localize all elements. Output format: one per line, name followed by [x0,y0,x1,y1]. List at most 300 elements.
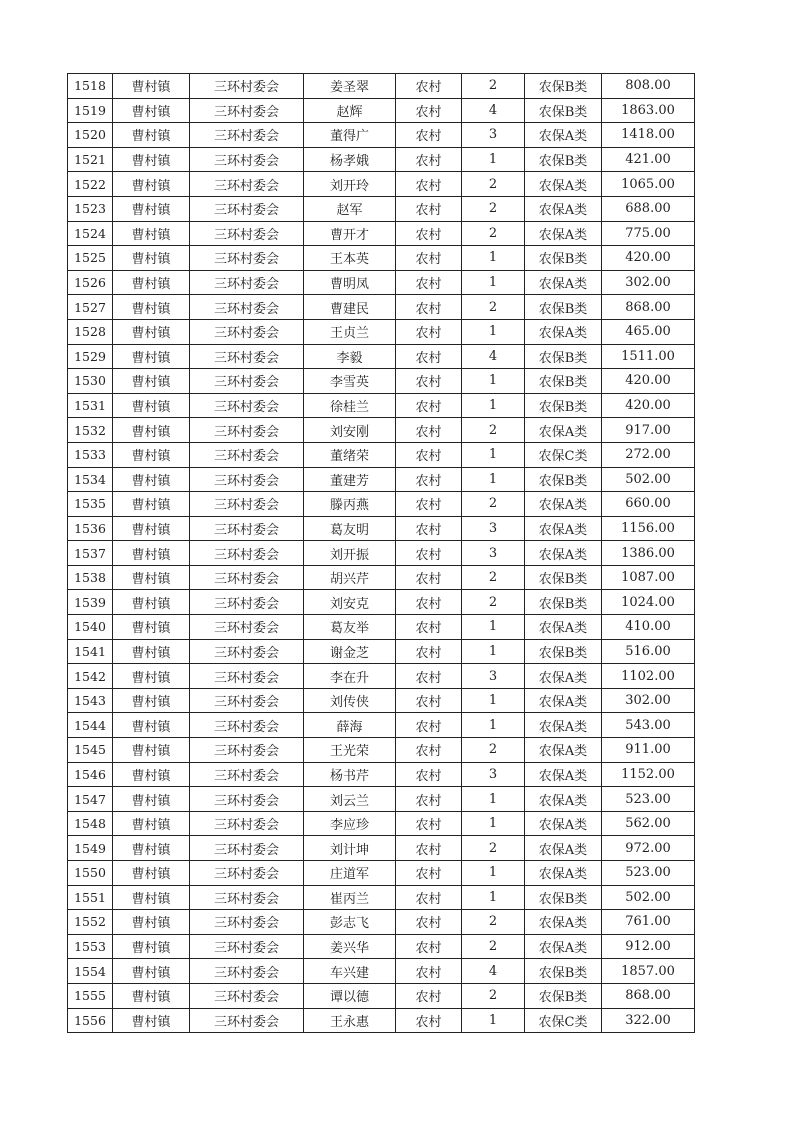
amount-cell: 543.00 [602,713,695,738]
household-size-cell: 1 [462,467,525,492]
insurance-category-cell: 农保A类 [525,713,602,738]
village-committee-cell: 三环村委会 [190,295,304,320]
amount-cell: 1857.00 [602,959,695,984]
household-size-cell: 4 [462,344,525,369]
table-row [68,442,695,467]
row-number-cell: 1555 [68,983,113,1008]
household-type-cell: 农村 [396,74,462,99]
amount-cell: 868.00 [602,295,695,320]
row-number-cell: 1540 [68,615,113,640]
table-row [68,811,695,836]
household-size-cell: 3 [462,541,525,566]
table-row [68,98,695,123]
table-row [68,836,695,861]
insurance-category-cell: 农保A类 [525,221,602,246]
name-cell: 谭以德 [304,983,396,1008]
name-cell: 董绪荣 [304,442,396,467]
row-number-cell: 1527 [68,295,113,320]
village-committee-cell: 三环村委会 [190,959,304,984]
table-row [68,467,695,492]
amount-cell: 420.00 [602,393,695,418]
table-row [68,172,695,197]
household-type-cell: 农村 [396,492,462,517]
row-number-cell: 1520 [68,123,113,148]
name-cell: 曹建民 [304,295,396,320]
household-size-cell: 1 [462,713,525,738]
row-number-cell: 1526 [68,270,113,295]
name-cell: 滕丙燕 [304,492,396,517]
village-committee-cell: 三环村委会 [190,811,304,836]
amount-cell: 972.00 [602,836,695,861]
household-size-cell: 3 [462,516,525,541]
amount-cell: 911.00 [602,738,695,763]
insurance-category-cell: 农保A类 [525,196,602,221]
name-cell: 刘云兰 [304,787,396,812]
town-cell: 曹村镇 [113,910,190,935]
row-number-cell: 1528 [68,319,113,344]
insurance-category-cell: 农保B类 [525,983,602,1008]
village-committee-cell: 三环村委会 [190,196,304,221]
row-number-cell: 1547 [68,787,113,812]
insurance-category-cell: 农保B类 [525,565,602,590]
household-size-cell: 2 [462,934,525,959]
household-size-cell: 1 [462,861,525,886]
amount-cell: 562.00 [602,811,695,836]
household-type-cell: 农村 [396,910,462,935]
household-type-cell: 农村 [396,688,462,713]
household-size-cell: 2 [462,738,525,763]
table-row [68,934,695,959]
town-cell: 曹村镇 [113,983,190,1008]
household-size-cell: 4 [462,959,525,984]
village-committee-cell: 三环村委会 [190,442,304,467]
village-committee-cell: 三环村委会 [190,713,304,738]
village-committee-cell: 三环村委会 [190,270,304,295]
row-number-cell: 1518 [68,74,113,99]
insurance-category-cell: 农保B类 [525,369,602,394]
town-cell: 曹村镇 [113,442,190,467]
town-cell: 曹村镇 [113,196,190,221]
town-cell: 曹村镇 [113,639,190,664]
amount-cell: 410.00 [602,615,695,640]
name-cell: 葛友明 [304,516,396,541]
table-row [68,615,695,640]
row-number-cell: 1532 [68,418,113,443]
row-number-cell: 1536 [68,516,113,541]
village-committee-cell: 三环村委会 [190,885,304,910]
town-cell: 曹村镇 [113,590,190,615]
insurance-category-cell: 农保A类 [525,861,602,886]
village-committee-cell: 三环村委会 [190,836,304,861]
amount-cell: 761.00 [602,910,695,935]
table-row [68,959,695,984]
household-size-cell: 1 [462,369,525,394]
amount-cell: 1102.00 [602,664,695,689]
household-type-cell: 农村 [396,98,462,123]
household-type-cell: 农村 [396,713,462,738]
name-cell: 胡兴芹 [304,565,396,590]
name-cell: 赵辉 [304,98,396,123]
household-type-cell: 农村 [396,787,462,812]
household-type-cell: 农村 [396,221,462,246]
household-size-cell: 2 [462,910,525,935]
town-cell: 曹村镇 [113,467,190,492]
amount-cell: 523.00 [602,787,695,812]
table-row [68,74,695,99]
name-cell: 庄道军 [304,861,396,886]
village-committee-cell: 三环村委会 [190,738,304,763]
table-row [68,1008,695,1033]
town-cell: 曹村镇 [113,516,190,541]
row-number-cell: 1552 [68,910,113,935]
name-cell: 姜兴华 [304,934,396,959]
village-committee-cell: 三环村委会 [190,762,304,787]
amount-cell: 660.00 [602,492,695,517]
name-cell: 谢金芝 [304,639,396,664]
table-row [68,762,695,787]
household-size-cell: 1 [462,787,525,812]
village-committee-cell: 三环村委会 [190,418,304,443]
town-cell: 曹村镇 [113,738,190,763]
household-type-cell: 农村 [396,1008,462,1033]
row-number-cell: 1534 [68,467,113,492]
amount-cell: 1386.00 [602,541,695,566]
table-row [68,639,695,664]
name-cell: 彭志飞 [304,910,396,935]
insurance-category-cell: 农保B类 [525,295,602,320]
name-cell: 王永惠 [304,1008,396,1033]
name-cell: 杨书芹 [304,762,396,787]
name-cell: 姜圣翠 [304,74,396,99]
town-cell: 曹村镇 [113,787,190,812]
household-type-cell: 农村 [396,246,462,271]
insurance-category-cell: 农保A类 [525,910,602,935]
name-cell: 葛友举 [304,615,396,640]
amount-cell: 1065.00 [602,172,695,197]
town-cell: 曹村镇 [113,565,190,590]
row-number-cell: 1553 [68,934,113,959]
name-cell: 王本英 [304,246,396,271]
village-committee-cell: 三环村委会 [190,221,304,246]
village-committee-cell: 三环村委会 [190,516,304,541]
town-cell: 曹村镇 [113,270,190,295]
household-size-cell: 2 [462,418,525,443]
table-row [68,787,695,812]
household-type-cell: 农村 [396,738,462,763]
town-cell: 曹村镇 [113,74,190,99]
table-row [68,688,695,713]
table-row [68,492,695,517]
table-row [68,246,695,271]
insurance-category-cell: 农保C类 [525,442,602,467]
row-number-cell: 1521 [68,147,113,172]
household-size-cell: 2 [462,492,525,517]
amount-cell: 1863.00 [602,98,695,123]
name-cell: 车兴建 [304,959,396,984]
row-number-cell: 1525 [68,246,113,271]
table-row [68,196,695,221]
row-number-cell: 1539 [68,590,113,615]
town-cell: 曹村镇 [113,811,190,836]
insurance-category-cell: 农保A类 [525,811,602,836]
insurance-category-cell: 农保A类 [525,123,602,148]
household-type-cell: 农村 [396,147,462,172]
village-committee-cell: 三环村委会 [190,369,304,394]
row-number-cell: 1550 [68,861,113,886]
amount-cell: 917.00 [602,418,695,443]
amount-cell: 302.00 [602,688,695,713]
household-type-cell: 农村 [396,762,462,787]
household-size-cell: 4 [462,98,525,123]
name-cell: 李毅 [304,344,396,369]
household-size-cell: 3 [462,762,525,787]
insurance-category-cell: 农保B类 [525,467,602,492]
village-committee-cell: 三环村委会 [190,344,304,369]
household-size-cell: 1 [462,811,525,836]
household-type-cell: 农村 [396,442,462,467]
household-type-cell: 农村 [396,467,462,492]
name-cell: 李雪英 [304,369,396,394]
household-size-cell: 1 [462,270,525,295]
household-type-cell: 农村 [396,811,462,836]
insurance-category-cell: 农保B类 [525,639,602,664]
village-committee-cell: 三环村委会 [190,590,304,615]
name-cell: 徐桂兰 [304,393,396,418]
table-row [68,664,695,689]
household-size-cell: 2 [462,983,525,1008]
town-cell: 曹村镇 [113,688,190,713]
name-cell: 董得广 [304,123,396,148]
name-cell: 刘安刚 [304,418,396,443]
name-cell: 刘安克 [304,590,396,615]
table-row [68,344,695,369]
household-type-cell: 农村 [396,369,462,394]
town-cell: 曹村镇 [113,664,190,689]
village-committee-cell: 三环村委会 [190,541,304,566]
row-number-cell: 1556 [68,1008,113,1033]
insurance-category-cell: 农保B类 [525,590,602,615]
household-type-cell: 农村 [396,861,462,886]
town-cell: 曹村镇 [113,959,190,984]
table-row [68,516,695,541]
row-number-cell: 1529 [68,344,113,369]
amount-cell: 868.00 [602,983,695,1008]
amount-cell: 1418.00 [602,123,695,148]
town-cell: 曹村镇 [113,172,190,197]
household-size-cell: 2 [462,172,525,197]
village-committee-cell: 三环村委会 [190,393,304,418]
household-type-cell: 农村 [396,393,462,418]
town-cell: 曹村镇 [113,319,190,344]
household-type-cell: 农村 [396,418,462,443]
village-committee-cell: 三环村委会 [190,787,304,812]
amount-cell: 912.00 [602,934,695,959]
name-cell: 曹开才 [304,221,396,246]
insurance-category-cell: 农保A类 [525,270,602,295]
name-cell: 王贞兰 [304,319,396,344]
table-row [68,221,695,246]
insurance-category-cell: 农保A类 [525,492,602,517]
village-committee-cell: 三环村委会 [190,147,304,172]
household-size-cell: 2 [462,295,525,320]
village-committee-cell: 三环村委会 [190,934,304,959]
household-size-cell: 1 [462,615,525,640]
table-row [68,565,695,590]
household-type-cell: 农村 [396,196,462,221]
household-size-cell: 2 [462,836,525,861]
household-type-cell: 农村 [396,664,462,689]
row-number-cell: 1537 [68,541,113,566]
household-type-cell: 农村 [396,836,462,861]
name-cell: 刘开振 [304,541,396,566]
town-cell: 曹村镇 [113,393,190,418]
name-cell: 李应珍 [304,811,396,836]
household-size-cell: 1 [462,246,525,271]
insurance-category-cell: 农保A类 [525,738,602,763]
amount-cell: 523.00 [602,861,695,886]
household-type-cell: 农村 [396,516,462,541]
table-row [68,983,695,1008]
name-cell: 崔丙兰 [304,885,396,910]
household-type-cell: 农村 [396,590,462,615]
amount-cell: 1087.00 [602,565,695,590]
insurance-category-cell: 农保A类 [525,418,602,443]
village-committee-cell: 三环村委会 [190,565,304,590]
village-committee-cell: 三环村委会 [190,74,304,99]
town-cell: 曹村镇 [113,615,190,640]
household-size-cell: 1 [462,1008,525,1033]
town-cell: 曹村镇 [113,934,190,959]
table-row [68,393,695,418]
town-cell: 曹村镇 [113,492,190,517]
row-number-cell: 1530 [68,369,113,394]
amount-cell: 502.00 [602,467,695,492]
table-row [68,270,695,295]
amount-cell: 1024.00 [602,590,695,615]
insurance-category-cell: 农保B类 [525,74,602,99]
amount-cell: 775.00 [602,221,695,246]
town-cell: 曹村镇 [113,1008,190,1033]
amount-cell: 465.00 [602,319,695,344]
household-type-cell: 农村 [396,885,462,910]
town-cell: 曹村镇 [113,762,190,787]
household-type-cell: 农村 [396,541,462,566]
amount-cell: 420.00 [602,369,695,394]
insurance-category-cell: 农保A类 [525,762,602,787]
amount-cell: 502.00 [602,885,695,910]
row-number-cell: 1546 [68,762,113,787]
village-committee-cell: 三环村委会 [190,467,304,492]
household-size-cell: 1 [462,688,525,713]
town-cell: 曹村镇 [113,246,190,271]
village-committee-cell: 三环村委会 [190,639,304,664]
subsidy-table [67,73,695,1033]
amount-cell: 421.00 [602,147,695,172]
household-size-cell: 2 [462,74,525,99]
amount-cell: 420.00 [602,246,695,271]
town-cell: 曹村镇 [113,123,190,148]
table-row [68,123,695,148]
table-row [68,295,695,320]
town-cell: 曹村镇 [113,344,190,369]
insurance-category-cell: 农保A类 [525,516,602,541]
row-number-cell: 1549 [68,836,113,861]
town-cell: 曹村镇 [113,713,190,738]
insurance-category-cell: 农保C类 [525,1008,602,1033]
amount-cell: 516.00 [602,639,695,664]
table-row [68,369,695,394]
village-committee-cell: 三环村委会 [190,172,304,197]
table-row [68,590,695,615]
row-number-cell: 1544 [68,713,113,738]
town-cell: 曹村镇 [113,836,190,861]
insurance-category-cell: 农保A类 [525,787,602,812]
table-row [68,861,695,886]
village-committee-cell: 三环村委会 [190,123,304,148]
insurance-category-cell: 农保B类 [525,246,602,271]
row-number-cell: 1535 [68,492,113,517]
town-cell: 曹村镇 [113,147,190,172]
town-cell: 曹村镇 [113,418,190,443]
insurance-category-cell: 农保A类 [525,172,602,197]
village-committee-cell: 三环村委会 [190,983,304,1008]
amount-cell: 302.00 [602,270,695,295]
village-committee-cell: 三环村委会 [190,98,304,123]
name-cell: 董建芳 [304,467,396,492]
amount-cell: 808.00 [602,74,695,99]
name-cell: 李在升 [304,664,396,689]
town-cell: 曹村镇 [113,541,190,566]
name-cell: 薛海 [304,713,396,738]
insurance-category-cell: 农保A类 [525,615,602,640]
name-cell: 曹明凤 [304,270,396,295]
village-committee-cell: 三环村委会 [190,664,304,689]
insurance-category-cell: 农保A类 [525,836,602,861]
row-number-cell: 1524 [68,221,113,246]
household-size-cell: 2 [462,590,525,615]
household-type-cell: 农村 [396,123,462,148]
household-size-cell: 2 [462,565,525,590]
insurance-category-cell: 农保A类 [525,688,602,713]
village-committee-cell: 三环村委会 [190,246,304,271]
name-cell: 刘开玲 [304,172,396,197]
household-type-cell: 农村 [396,934,462,959]
name-cell: 杨孝娥 [304,147,396,172]
insurance-category-cell: 农保B类 [525,98,602,123]
village-committee-cell: 三环村委会 [190,492,304,517]
village-committee-cell: 三环村委会 [190,910,304,935]
name-cell: 王光荣 [304,738,396,763]
insurance-category-cell: 农保A类 [525,664,602,689]
village-committee-cell: 三环村委会 [190,1008,304,1033]
household-type-cell: 农村 [396,959,462,984]
household-type-cell: 农村 [396,270,462,295]
town-cell: 曹村镇 [113,98,190,123]
row-number-cell: 1522 [68,172,113,197]
name-cell: 赵军 [304,196,396,221]
village-committee-cell: 三环村委会 [190,319,304,344]
row-number-cell: 1538 [68,565,113,590]
table-row [68,319,695,344]
village-committee-cell: 三环村委会 [190,615,304,640]
table-row [68,541,695,566]
household-type-cell: 农村 [396,295,462,320]
household-size-cell: 1 [462,885,525,910]
row-number-cell: 1541 [68,639,113,664]
table-body [68,74,695,1033]
row-number-cell: 1545 [68,738,113,763]
table-row [68,910,695,935]
